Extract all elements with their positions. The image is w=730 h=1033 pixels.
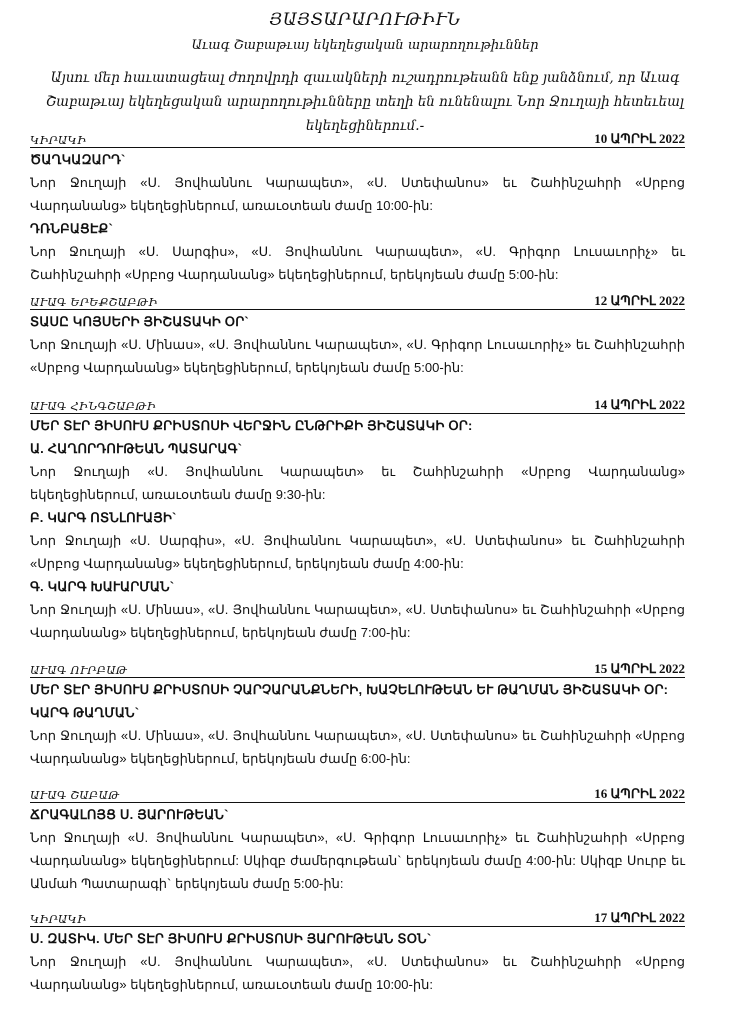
intro-paragraph: Այսու մեր հաւատացեալ ժողովրդի զաւակների ուշադրութեանն ենք յանձնում, որ Աւագ Շաբաթւայ եկեղեցական արարողութիւնները տեղի են ունենալու Նոր Ջուղայի հետեւեալ եկեղեցիներում.- bbox=[46, 70, 684, 134]
day-date: 16 ԱՊՐԻԼ 2022 bbox=[594, 786, 685, 801]
schedule-day-section bbox=[30, 910, 685, 996]
service-heading: Գ. ԿԱՐԳ ԽԱՒԱՐՄԱՆ` bbox=[30, 579, 175, 594]
service-heading: ԴՌՆԲԱՑԷՔ` bbox=[30, 221, 113, 236]
schedule-day-section bbox=[30, 131, 685, 286]
day-commemoration: ՄԵՐ ՏԷՐ ՅԻՍՈՒՍ ՔՐԻՍՏՈՍԻ ՉԱՐՉԱՐԱՆՔՆԵՐԻ, ԽԱՉԵԼՈՒԹԵԱՆ ԵՒ ԹԱՂՄԱՆ ՅԻՇԱՏԱԿԻ ՕՐ: bbox=[30, 682, 669, 697]
day-name: ԿԻՐԱԿԻ bbox=[30, 133, 87, 147]
service-heading: ՏԱՍԸ ԿՈՅՍԵՐԻ ՅԻՇԱՏԱԿԻ ՕՐ` bbox=[30, 314, 249, 329]
service-details: Նոր Ջուղայի «Ս. Յովհաննու Կարապետ», «Ս. Ստեփանոս» եւ Շահինշահրի «Սրբոց Վարդանանց» եկեղեցիներում, առաւօտեան ժամը 10:00-ին: bbox=[30, 954, 685, 992]
day-header bbox=[30, 786, 685, 803]
day-header bbox=[30, 910, 685, 927]
day-header bbox=[30, 131, 685, 148]
service-details: Նոր Ջուղայի «Ս. Յովհաննու Կարապետ», «Ս. Ստեփանոս» եւ Շահինշահրի «Սրբոց Վարդանանց» եկեղեցիներում, առաւօտեան ժամը 10:00-ին: bbox=[30, 175, 685, 213]
day-date: 17 ԱՊՐԻԼ 2022 bbox=[594, 910, 685, 925]
service-details: Նոր Ջուղայի «Ս. Սարգիս», «Ս. Յովհաննու Կարապետ», «Ս. Ստեփանոս» եւ Շահինշահրի «Սրբոց Վարդանանց» եկեղեցիներում, երեկոյեան ժամը 4:00-ին: bbox=[30, 533, 685, 571]
service-heading: ԿԱՐԳ ԹԱՂՄԱՆ` bbox=[30, 705, 140, 720]
day-date: 15 ԱՊՐԻԼ 2022 bbox=[594, 661, 685, 676]
day-name: ԱՒԱԳ ԵՐԵՔՇԱԲԹԻ bbox=[30, 295, 158, 309]
service-heading: Բ. ԿԱՐԳ ՈՏՆԼՈՒԱՅԻ` bbox=[30, 510, 177, 525]
service-details: Նոր Ջուղայի «Ս. Մինաս», «Ս. Յովհաննու Կարապետ», «Ս. Գրիգոր Լուսաւորիչ» եւ Շահինշահրի «Սրբոց Վարդանանց» եկեղեցիներում, երեկոյեան ժամը 5:00-ին: bbox=[30, 337, 685, 375]
service-details: Նոր Ջուղայի «Ս. Յովհաննու Կարապետ» եւ Շահինշահրի «Սրբոց Վարդանանց» եկեղեցիներում, առաւօտեան ժամը 9:30-ին: bbox=[30, 464, 685, 502]
service-details: Նոր Ջուղայի «Ս. Սարգիս», «Ս. Յովհաննու Կարապետ», «Ս. Գրիգոր Լուսաւորիչ» եւ Շահինշահրի «Սրբոց Վարդանանց» եկեղեցիներում, երեկոյեան ժամը 5:00-ին: bbox=[30, 244, 685, 282]
day-name: ԿԻՐԱԿԻ bbox=[30, 912, 87, 926]
schedule-day-section bbox=[30, 661, 685, 770]
service-heading: ԾԱՂԿԱԶԱՐԴ` bbox=[30, 152, 126, 167]
service-heading: Ս. ԶԱՏԻԿ. ՄԵՐ ՏԷՐ ՅԻՍՈՒՍ ՔՐԻՍՏՈՍԻ ՅԱՐՈՒԹԵԱՆ ՏՕՆ` bbox=[30, 931, 432, 946]
day-date: 14 ԱՊՐԻԼ 2022 bbox=[594, 397, 685, 412]
schedule-day-section bbox=[30, 397, 685, 644]
service-details: Նոր Ջուղայի «Ս. Մինաս», «Ս. Յովհաննու Կարապետ», «Ս. Ստեփանոս» եւ Շահինշահրի «Սրբոց Վարդանանց» եկեղեցիներում, երեկոյեան ժամը 6:00-ին: bbox=[30, 728, 685, 766]
service-heading: Ա. ՀԱՂՈՐԴՈՒԹԵԱՆ ՊԱՏԱՐԱԳ` bbox=[30, 441, 243, 456]
day-commemoration: ՄԵՐ ՏԷՐ ՅԻՍՈՒՍ ՔՐԻՍՏՈՍԻ ՎԵՐՋԻՆ ԸՆԹՐԻՔԻ ՅԻՇԱՏԱԿԻ ՕՐ: bbox=[30, 418, 473, 433]
page-title: ՅԱՅՏԱՐԱՐՈՒԹԻՒՆ bbox=[269, 10, 461, 30]
day-name: ԱՒԱԳ ՈՒՐԲԱԹ bbox=[30, 663, 128, 677]
day-name: ԱՒԱԳ ՇԱԲԱԹ bbox=[30, 788, 120, 802]
day-header bbox=[30, 293, 685, 310]
page-subtitle: Աւագ Շաբաթւայ եկեղեցական արարողութիւններ bbox=[191, 38, 539, 53]
schedule-day-section bbox=[30, 786, 685, 895]
schedule-day-section bbox=[30, 293, 685, 379]
day-date: 10 ԱՊՐԻԼ 2022 bbox=[594, 131, 685, 146]
day-date: 12 ԱՊՐԻԼ 2022 bbox=[594, 293, 685, 308]
service-heading: ՃՐԱԳԱԼՈՅՑ Ս. ՅԱՐՈՒԹԵԱՆ` bbox=[30, 807, 229, 822]
service-details: Նոր Ջուղայի «Ս. Յովհաննու Կարապետ», «Ս. Գրիգոր Լուսաւորիչ» եւ Շահինշահրի «Սրբոց Վարդանանց» եկեղեցիներում: Սկիզբ ժամերգութեան` երեկոյեան ժամը 4:00-ին: Սկիզբ Սուրբ եւ Անմահ Պատարագի` երեկոյեան ժամը 5:00-ին: bbox=[30, 830, 685, 891]
day-name: ԱՒԱԳ ՀԻՆԳՇԱԲԹԻ bbox=[30, 399, 156, 413]
service-details: Նոր Ջուղայի «Ս. Մինաս», «Ս. Յովհաննու Կարապետ», «Ս. Ստեփանոս» եւ Շահինշահրի «Սրբոց Վարդանանց» եկեղեցիներում, երեկոյեան ժամը 7:00-ին: bbox=[30, 602, 685, 640]
day-header bbox=[30, 661, 685, 678]
day-header bbox=[30, 397, 685, 414]
